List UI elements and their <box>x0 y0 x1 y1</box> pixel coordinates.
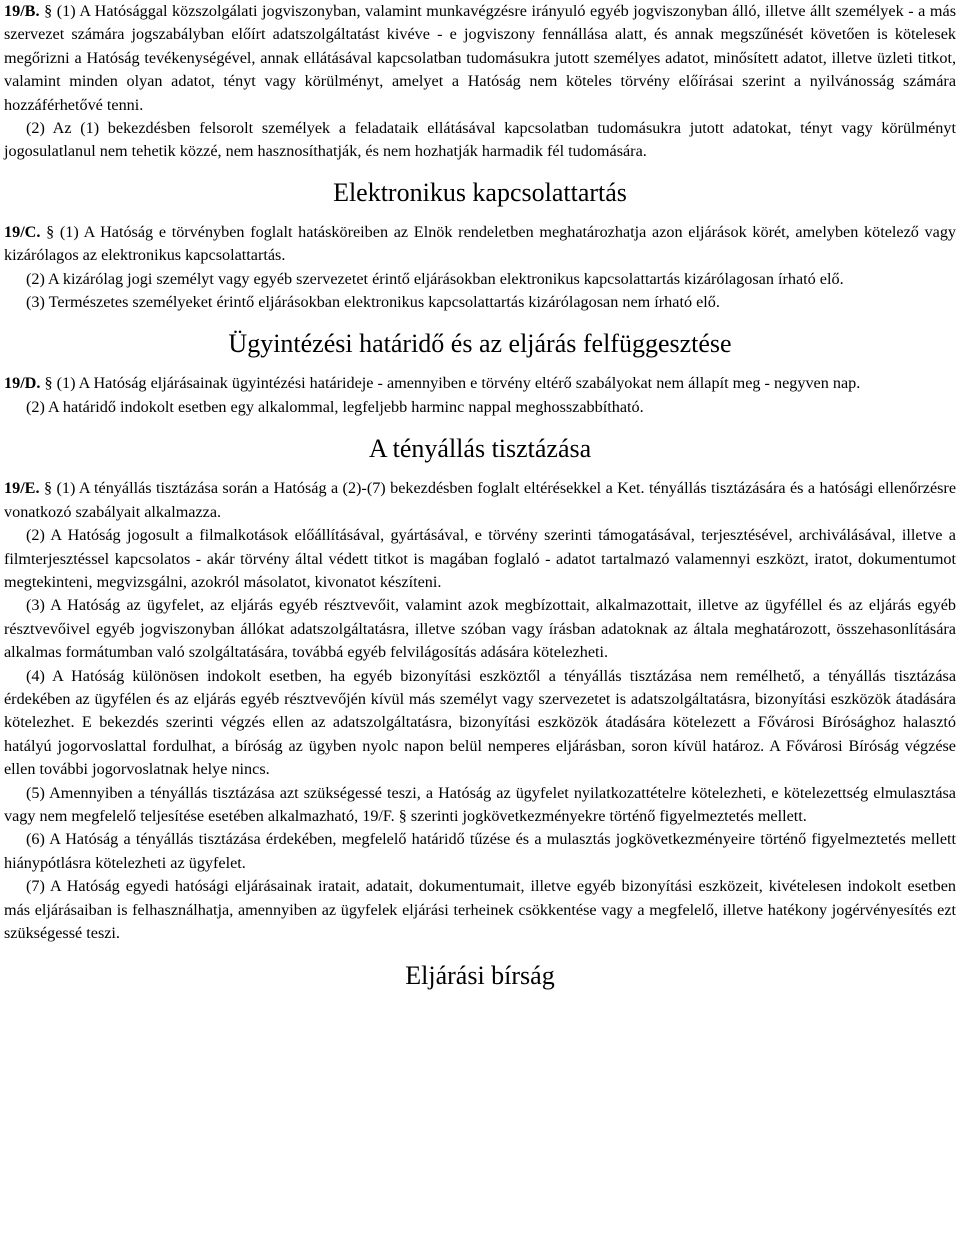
section-19e-paragraph-6: (6) A Hatóság a tényállás tisztázása érdekében, megfelelő határidő tűzése és a mulasztás jogkövetkezményeire történő figyelmeztetés mellett hiánypótlásra kötelezheti az ügyfelet. <box>4 830 956 872</box>
section-number: 19/D. <box>4 374 41 393</box>
section-19e-paragraph-2: (2) A Hatóság jogosult a filmalkotások előállításával, gyártásával, e törvény szerinti támogatásával, terjesztésével, archiválásával, illetve a filmterjesztéssel kapcsolatos - akár törvény által védett titkot is magában foglaló - adatot tartalmazó valamennyi eszközt, iratot, dokumentumot megtekinteni, megvizsgálni, azokról másolatot, kivonatot készíteni. <box>4 526 956 591</box>
section-19c-paragraph-3: (3) Természetes személyeket érintő eljárásokban elektronikus kapcsolattartás kizárólagosan nem írható elő. <box>26 293 720 312</box>
section-number: 19/C. <box>4 222 41 241</box>
section-19e-paragraph-5: (5) Amennyiben a tényállás tisztázása azt szükségessé teszi, a Hatóság az ügyfelet nyilatkozattételre kötelezheti, e kötelezettség elmulasztása vagy nem megfelelő teljesítése esetében alkalmazható, 19/F. § szerinti jogkövetkezményekre történő figyelmeztetés mellett. <box>4 783 956 825</box>
section-number: 19/B. <box>4 2 40 20</box>
section-19e-paragraph-7: (7) A Hatóság egyedi hatósági eljárásainak iratait, adatait, dokumentumait, illetve egyéb bizonyítási eszközeit, kivételesen indokolt esetben más eljárásaiban is felhasználhatja, amennyiben az ügyfelek eljárási terheinek csökkentése vagy a megfelelő, illetve hatékony jogérvényesítés ezt szükségessé teszi. <box>4 877 956 942</box>
heading-tenyallas-tisztazasa: A tényállás tisztázása <box>368 434 592 464</box>
section-19d-paragraph-1: 19/D. § (1) A Hatóság eljárásainak ügyintézési határideje - amennyiben e törvény eltérő szabályokat nem állapít meg - negyven nap. <box>4 374 861 393</box>
section-19b-paragraph-1: 19/B. § (1) A Hatósággal közszolgálati jogviszonyban, valamint munkavégzésre irányuló egyéb jogviszonyban álló, illetve állt személyek - a más szervezet számára jogszabályban előírt adatszolgáltatást kivéve - e jogviszony fennállása alatt, és annak megszűnését követően is kötelesek megőrizni a Hatóság tevékenységével, annak ellátásával kapcsolatban tudomásukra jutott személyes adatot, minősített adatot, illetve üzleti titkot, valamint minden olyan adatot, tényt vagy körülményt, amelyet a Hatóság nem köteles törvény előírásai szerint a nyilvánosság számára hozzáférhetővé tenni. <box>4 2 957 114</box>
section-19c-paragraph-2: (2) A kizárólag jogi személyt vagy egyéb szervezetet érintő eljárásokban elektronikus kapcsolattartás kizárólagosan írható elő. <box>26 269 844 288</box>
section-number: 19/E. <box>4 479 40 498</box>
heading-ugyintezesi-hatarido: Ügyintézési határidő és az eljárás felfüggesztése <box>228 329 732 359</box>
heading-elektronikus-kapcsolattartas: Elektronikus kapcsolattartás <box>333 177 627 207</box>
section-19c-paragraph-1: 19/C. § (1) A Hatóság e törvényben foglalt hatásköreiben az Elnök rendeletben meghatározhatja azon eljárások körét, amelyben kötelező vagy kizárólagos az elektronikus kapcsolattartás. <box>4 222 957 265</box>
section-19e-paragraph-3: (3) A Hatóság az ügyfelet, az eljárás egyéb résztvevőit, valamint azok megbízottait, alkalmazottait, illetve az ügyféllel és az eljárás egyéb résztvevőivel egyéb jogviszonyban állókat adatszolgáltatásra, illetve szóban vagy írásban adatoknak az általa meghatározott, összehasonlítására alkalmas formátumban való szolgáltatására, továbbá egyéb felvilágosítás adására kötelezheti. <box>4 596 956 662</box>
heading-eljarasi-birsag: Eljárási bírság <box>405 961 555 991</box>
section-19e-paragraph-1: 19/E. § (1) A tényállás tisztázása során a Hatóság a (2)-(7) bekezdésben foglalt eltérésekkel a Ket. tényállás tisztázására és a hatósági ellenőrzésre vonatkozó szabályait alkalmazza. <box>4 479 957 521</box>
section-19e-paragraph-4: (4) A Hatóság különösen indokolt esetben, ha egyéb bizonyítási eszköztől a tényállás tisztázása nem remélhető, a tényállás tisztázása érdekében az ügyfélen és az eljárás egyéb résztvevőjén kívül más személyt vagy szervezetet is adatszolgáltatásra, bizonyítási eszközök átadására kötelezhet. E bekezdés szerinti végzés ellen az adatszolgáltatásra, bizonyítási eszközök átadására kötelezett a Fővárosi Bírósághoz halasztó hatályú jogorvoslattal fordulhat, a bíróság az ügyben nyolc napon belül nemperes eljárásban, soron kívül határoz. A Fővárosi Bíróság végzése ellen további jogorvoslatnak helye nincs. <box>4 666 956 779</box>
document-page <box>4 0 956 991</box>
section-19d-paragraph-2: (2) A határidő indokolt esetben egy alkalommal, legfeljebb harminc nappal meghosszabbítható. <box>26 397 644 416</box>
section-19b-paragraph-2: (2) Az (1) bekezdésben felsorolt személyek a feladataik ellátásával kapcsolatban tudomásukra jutott adatokat, tényt vagy körülményt jogosulatlanul nem tehetik közzé, nem hasznosíthatják, és nem hozhatják harmadik fél tudomására. <box>4 119 956 161</box>
